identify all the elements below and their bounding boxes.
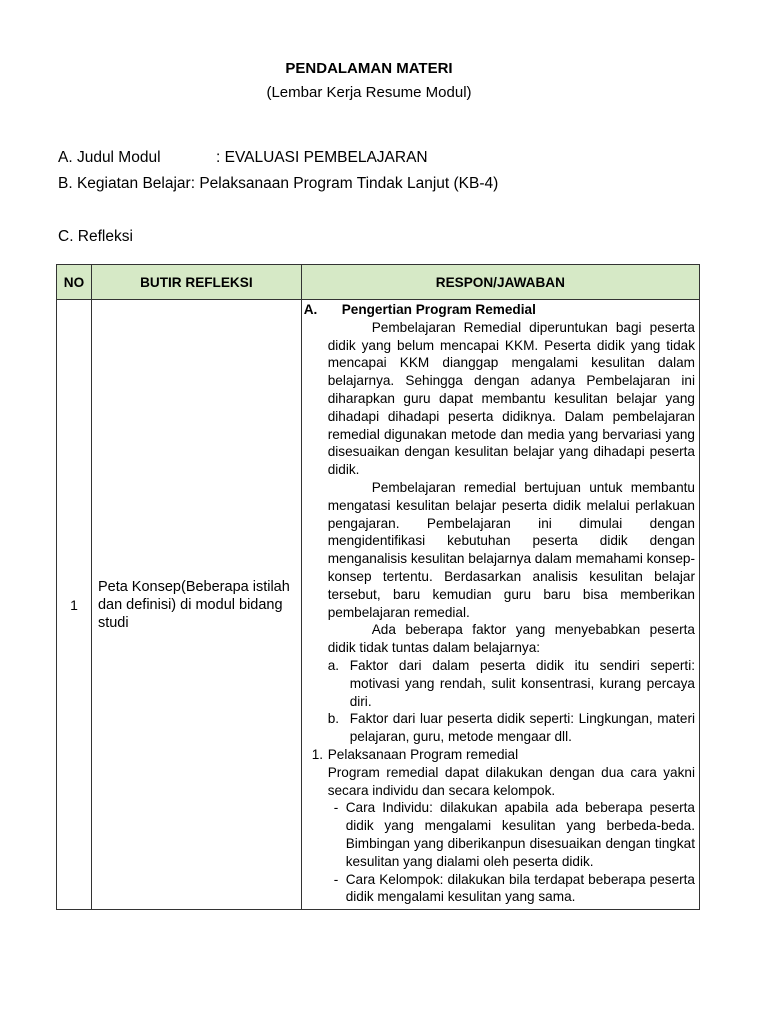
paragraph-1: Pembelajaran Remedial diperuntukan bagi peserta didik yang belum mencapai KKM. Peserta didik yang tidak mencapai KKM dianggap mengalami kesulitan dalam belajarnya. Sehingga dengan adanya Pembelajaran ini diharapkan guru dapat membantu kesulitan belajar yang dihadapi dihadapi peserta didiknya. Dalam pembelajaran remedial digunakan metode dan media yang bervariasi yang disesuaikan dengan kesulitan belajar yang dihadapi peserta didik. [327,319,695,478]
list-text: Faktor dari luar peserta didik seperti: Lingkungan, materi pelajaran, guru, metode mengaar dll. [349,711,695,745]
list-item [328,657,695,710]
learning-activity-value: : Pelaksanaan Program Tindak Lanjut (KB-4) [190,175,499,192]
list-item [334,871,695,907]
numbered-item [312,746,695,764]
learning-activity-label: B. Kegiatan Belajar [58,175,191,192]
table-row [57,300,700,910]
section-heading [304,301,695,319]
paragraph-3: Ada beberapa faktor yang menyebabkan peserta didik tidak tuntas dalam belajarnya: [327,622,695,656]
numbered-title: Pelaksanaan Program remedial [327,746,519,762]
list-marker: b. [327,711,340,727]
section-title: Pengertian Program Remedial [341,302,536,317]
list-marker: a. [327,657,340,673]
row-number: 1 [57,300,92,910]
numbered-marker: 1. [311,746,324,762]
list-text: Faktor dari dalam peserta didik itu sendiri seperti: motivasi yang rendah, sulit konsentrasi, kurang percaya diri. [349,657,695,709]
reflection-item: Peta Konsep(Beberapa istilah dan definisi) di modul bidang studi [91,300,301,910]
page-title: PENDALAMAN MATERI [285,60,453,77]
response-cell [301,300,699,910]
header-butir-refleksi: BUTIR REFLEKSI [91,265,301,300]
module-title-label: A. Judul Modul [58,149,161,166]
learning-activity-line [58,175,498,193]
page-subtitle: (Lembar Kerja Resume Modul) [266,84,472,101]
section-marker: A. [303,302,318,317]
list-item [334,799,695,870]
paragraph-2: Pembelajaran remedial bertujuan untuk membantu mengatasi kesulitan belajar peserta didik melalui perlakuan pengajaran. Pembelajaran ini dimulai dengan mengidentifikasi kebutuhan peserta didik dengan menganalisis kesulitan belajarnya dalam memahami konsep-konsep tertentu. Berdasarkan analisis kesulitan belajar tersebut, baru kemudian guru baru bisa memberikan pembelajaran remedial. [327,479,695,620]
reflection-heading: C. Refleksi [58,228,133,245]
table-header-row [57,265,700,300]
module-title-value: : EVALUASI PEMBELAJARAN [216,149,428,166]
list-item [328,710,695,746]
list-text: Cara Individu: dilakukan apabila ada beberapa peserta didik yang mengalami kesulitan yang berbeda-beda. Bimbingan yang diberikanpun disesuaikan dengan tingkat kesulitan yang dialami oleh peserta didik. [345,800,695,869]
remedial-method-text: Program remedial dapat dilakukan dengan dua cara yakni secara individu dan secara kelompok. [327,764,695,798]
list-text: Cara Kelompok: dilakukan bila terdapat beberapa peserta didik mengalami kesulitan yang sama. [345,871,695,905]
header-respon-jawaban: RESPON/JAWABAN [301,265,699,300]
dash-marker: - [333,871,339,887]
header-no: NO [57,265,92,300]
module-title-line [58,149,428,167]
reflection-table [56,264,700,910]
dash-marker: - [333,800,339,816]
